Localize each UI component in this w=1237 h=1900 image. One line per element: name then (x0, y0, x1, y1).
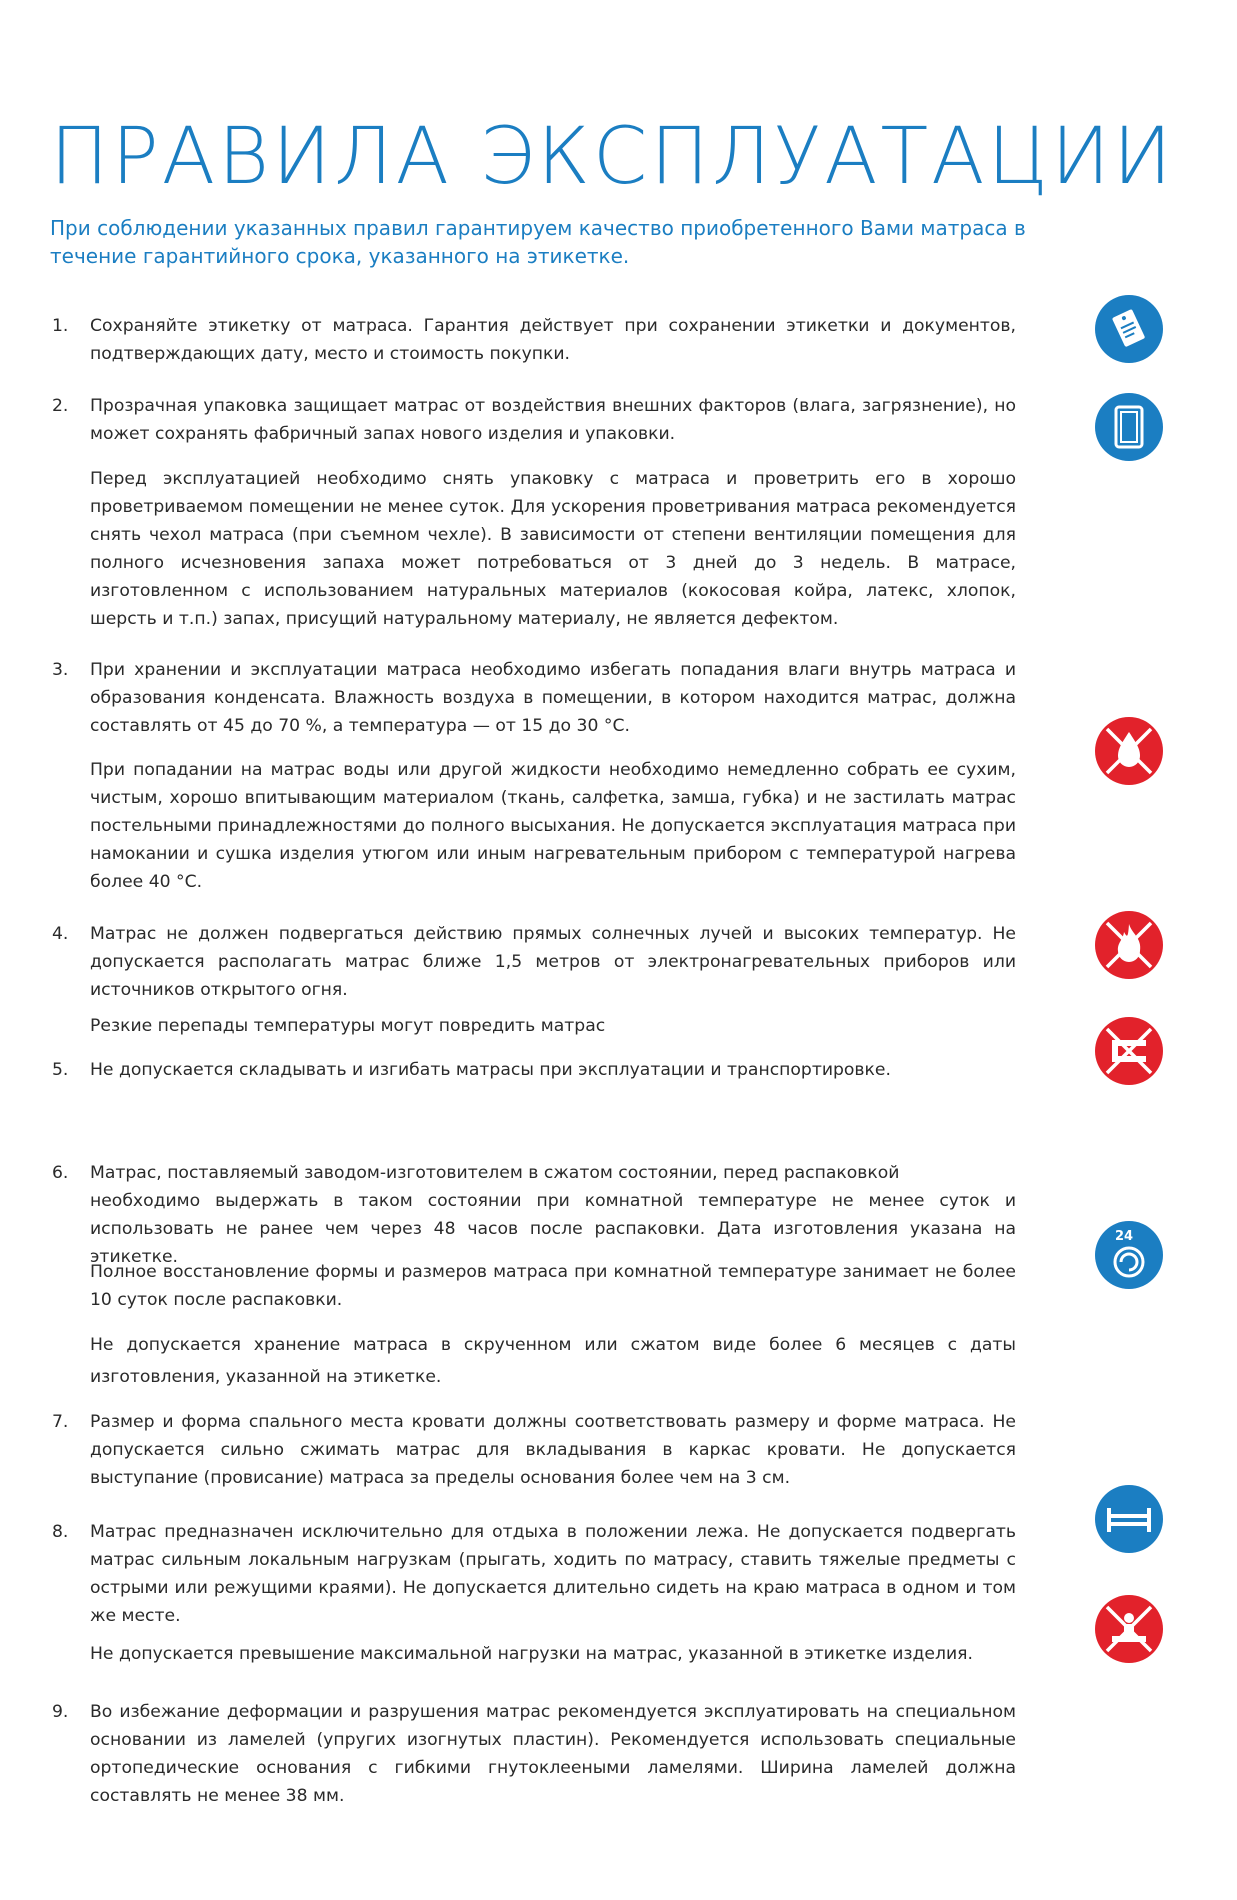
no-heavy-load-icon (1094, 1594, 1164, 1664)
item-number: 1. (52, 316, 69, 336)
item-6-text-2: необходимо выдержать в таком состоянии при комнатной температуре не менее суток и использовать не ранее чем через 48 часов после распаковки. Дата изготовления указана на этикетке. (90, 1191, 1016, 1267)
page-subtitle: При соблюдении указанных правил гарантируем качество приобретенного Вами матраса в течение гарантийного срока, указанного на этикетке. (50, 216, 1026, 268)
item-5-text: Не допускается складывать и изгибать матрасы при эксплуатации и транспортировке. (90, 1060, 891, 1080)
item-number: 4. (52, 924, 69, 944)
badge-24-label: 24 (1114, 1229, 1134, 1244)
label-tag-icon (1094, 294, 1164, 364)
item-3-text: При хранении и эксплуатации матраса необходимо избегать попадания влаги внутрь матраса и образования конденсата. Влажность воздуха в помещении, в котором находится матрас, должна составлять от 45 до 70 %, а температура — от 15 до 30 °С. (90, 660, 1016, 736)
package-icon (1094, 392, 1164, 462)
item-7-text: Размер и форма спального места кровати должны соответствовать размеру и форме матраса. Не допускается сильно сжимать матрас для вкладывания в каркас кровати. Не допускается выступание (провисание) матраса за пределы основания более чем на 3 см. (90, 1412, 1016, 1488)
item-6-text: Матрас, поставляемый заводом-изготовителем в сжатом состоянии, перед распаковкой (90, 1163, 900, 1183)
item-2-text-2: Перед эксплуатацией необходимо снять упаковку с матраса и проветрить его в хорошо проветриваемом помещении не менее суток. Для ускорения проветривания матраса рекомендуется снять чехол матраса (при съемном чехле). В зависимости от степени вентиляции помещения для полного исчезновения запаха может потребоваться от 3 дней до 3 недель. В матрасе, изготовленном с использованием натуральных материалов (кокосовая койра, латекс, хлопок, шерсть и т.п.) запах, присущий натуральному материалу, не является дефектом. (90, 469, 1016, 629)
item-6-text-4: Не допускается хранение матраса в скрученном или сжатом виде более 6 месяцев с даты изготовления, указанной на этикетке. (90, 1335, 1016, 1387)
item-number: 7. (52, 1412, 69, 1432)
item-number: 3. (52, 660, 69, 680)
item-8-text: Матрас предназначен исключительно для отдыха в положении лежа. Не допускается подвергать матрас сильным локальным нагрузкам (прыгать, ходить по матрасу, ставить тяжелые предметы с острыми или режущими краями). Не допускается длительно сидеть на краю матраса в одном и том же месте. (90, 1522, 1016, 1626)
item-6-text-3: Полное восстановление формы и размеров матраса при комнатной температуре занимает не более 10 суток после распаковки. (90, 1262, 1016, 1310)
item-number: 2. (52, 396, 69, 416)
bed-frame-icon (1094, 1484, 1164, 1554)
no-moisture-icon (1094, 716, 1164, 786)
no-fire-icon (1094, 910, 1164, 980)
rolled-24h-icon (1094, 1220, 1164, 1290)
item-2-text: Прозрачная упаковка защищает матрас от воздействия внешних факторов (влага, загрязнение), но может сохранять фабричный запах нового изделия и упаковки. (90, 396, 1016, 444)
item-number: 6. (52, 1163, 69, 1183)
item-number: 5. (52, 1060, 69, 1080)
item-number: 8. (52, 1522, 69, 1542)
page-title: ПРАВИЛА ЭКСПЛУАТАЦИИ (50, 112, 1175, 202)
item-4-text-2: Резкие перепады температуры могут повредить матрас (90, 1016, 606, 1036)
item-number: 9. (52, 1702, 69, 1722)
item-1-text: Сохраняйте этикетку от матраса. Гарантия действует при сохранении этикетки и документов, подтверждающих дату, место и стоимость покупки. (90, 316, 1016, 364)
item-4-text: Матрас не должен подвергаться действию прямых солнечных лучей и высоких температур. Не допускается располагать матрас ближе 1,5 метров от электронагревательных приборов или источников открытого огня. (90, 924, 1016, 1000)
item-8-text-2: Не допускается превышение максимальной нагрузки на матрас, указанной в этикетке изделия. (90, 1644, 973, 1664)
item-9-text: Во избежание деформации и разрушения матрас рекомендуется эксплуатировать на специальном основании из ламелей (упругих изогнутых пластин). Рекомендуется использовать специальные ортопедические основания с гибкими гнутоклееными ламелями. Ширина ламелей должна составлять не менее 38 мм. (90, 1702, 1016, 1806)
no-folding-icon (1094, 1016, 1164, 1086)
item-3-text-2: При попадании на матрас воды или другой жидкости необходимо немедленно собрать ее сухим, чистым, хорошо впитывающим материалом (ткань, салфетка, замша, губка) и не застилать матрас постельными принадлежностями до полного высыхания. Не допускается эксплуатация матраса при намокании и сушка изделия утюгом или иным нагревательным прибором с температурой нагрева более 40 °С. (90, 760, 1016, 892)
